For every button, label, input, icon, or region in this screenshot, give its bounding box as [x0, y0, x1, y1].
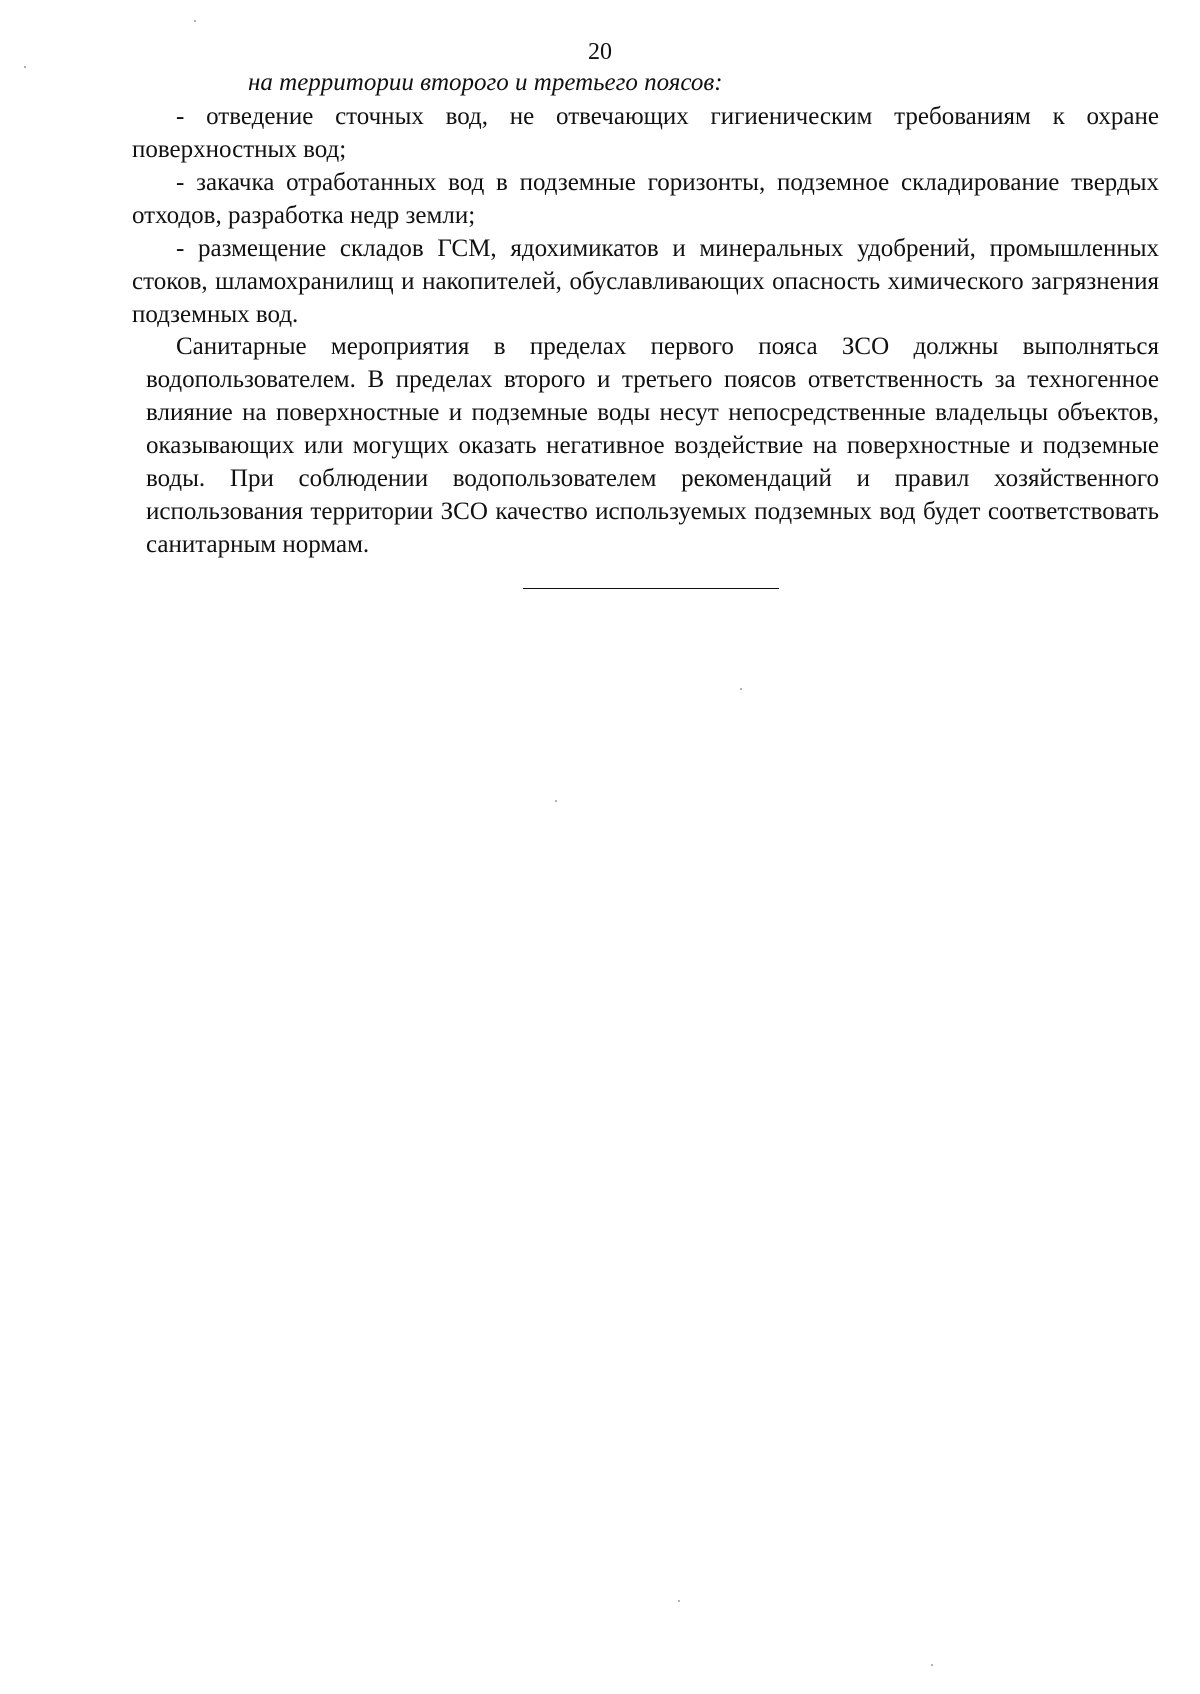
list-item: - отведение сточных вод, не отвечающих гигиеническим требованиям к охране поверхностных вод;	[132, 103, 1159, 163]
sanitary-measures-section	[146, 330, 1159, 561]
page-number: 20	[588, 39, 612, 65]
scan-speck	[24, 66, 26, 68]
list-item: - размещение складов ГСМ, ядохимикатов и минеральных удобрений, промышленных стоков, шламохранилищ и накопителей, обуславливающих опасность химического загрязнения подземных вод.	[132, 235, 1159, 328]
end-of-text-rule	[523, 588, 779, 589]
list-item: - закачка отработанных вод в подземные горизонты, подземное складирование твердых отходов, разработка недр земли;	[132, 169, 1159, 229]
sanitary-measures-paragraph: Санитарные мероприятия в пределах первого пояса ЗСО должны выполняться водопользователем. В пределах второго и третьего поясов ответственность за техногенное влияние на поверхностные и подземные воды несут непосредственные владельцы объектов, оказывающих или могущих оказать негативное воздействие на поверхностные и подземные воды. При соблюдении водопользователем рекомендаций и правил хозяйственного использования территории ЗСО качество используемых подземных вод будет соответствовать санитарным нормам.	[146, 333, 1159, 558]
section-subheading: на территории второго и третьего поясов:	[248, 69, 723, 96]
scan-speck	[740, 688, 742, 690]
scan-speck	[678, 1600, 680, 1602]
prohibited-activities-list	[132, 100, 1159, 331]
scan-speck	[931, 1664, 933, 1666]
scan-speck	[555, 800, 557, 802]
scan-speck	[194, 20, 196, 22]
